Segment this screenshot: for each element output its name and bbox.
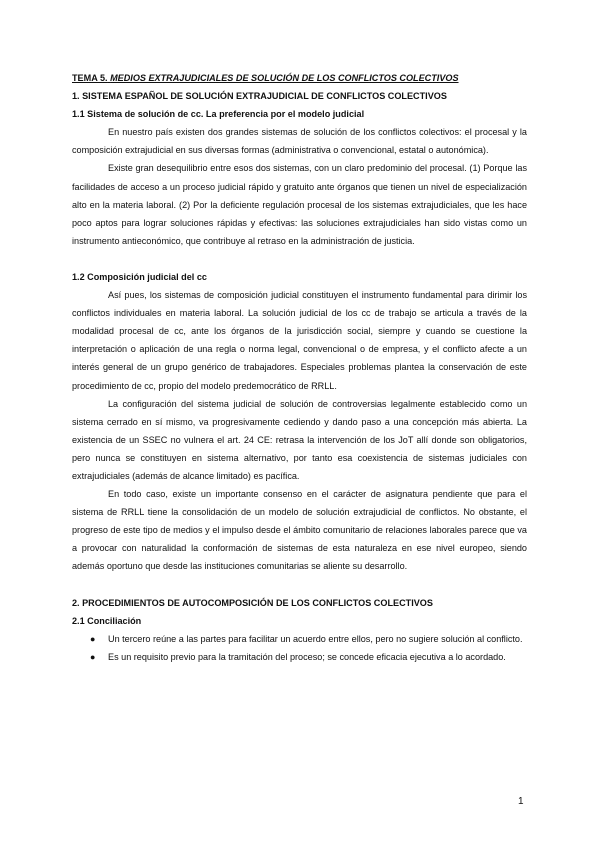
list-item-text: Un tercero reúne a las partes para facilitar un acuerdo entre ellos, pero no sugiere solución al conflicto. [108, 633, 523, 644]
section1-1-heading: 1.1 Sistema de solución de cc. La preferencia por el modelo judicial [72, 109, 365, 120]
document-title [72, 69, 527, 87]
bullet-icon: ● [90, 633, 96, 644]
paragraph: En nuestro país existen dos grandes sistemas de solución de los conflictos colectivos: el procesal y la composición extrajudicial en sus diversas formas (administrativa o convencional, estatal o autonómica). [72, 127, 527, 156]
paragraph: Existe gran desequilibrio entre esos dos sistemas, con un claro predominio del procesal. (1) Porque las facilidades de acceso a un proceso judicial rápido y gratuito ante órganos que tienen un nivel de especialización alto en la materia laboral. (2) Por la deficiente regulación procesal de los sistemas extrajudiciales, que les hace poco aptos para lograr soluciones rápidas y efectivas: las soluciones extrajudiciales han sido vistas como un instrumento antieconómico, que contribuye al retraso en la administración de justicia. [72, 163, 527, 246]
section1-2-heading: 1.2 Composición judicial del cc [72, 271, 207, 282]
bullet-list [72, 630, 527, 666]
list-item-text: Es un requisito previo para la tramitación del proceso; se concede eficacia ejecutiva a lo acordado. [108, 651, 506, 662]
spacer [72, 576, 527, 594]
paragraph: La configuración del sistema judicial de solución de controversias legalmente establecido como un sistema cerrado en sí mismo, va progresivamente cediendo y dando paso a una concepción más abierta. La existencia de un SSEC no vulnera el art. 24 CE: retrasa la intervención de los JoT allí donde son obligatorios, pero nunca se constituyen en sistema alternativo, por tanto esa coexistencia de sistemas judiciales con extrajudiciales (además de alcance limitado) es pacífica. [72, 398, 527, 481]
list-item [72, 648, 527, 666]
title-italic: MEDIOS EXTRAJUDICIALES DE SOLUCIÓN DE LOS CONFLICTOS COLECTIVOS [110, 73, 459, 83]
section2-1-heading: 2.1 Conciliación [72, 615, 142, 626]
page-number: 1 [518, 796, 524, 807]
spacer [72, 250, 527, 268]
list-item [72, 630, 527, 648]
paragraph: En todo caso, existe un importante consenso en el carácter de asignatura pendiente que para el sistema de RRLL tiene la consolidación de un modelo de solución extrajudicial de conflictos. No obstante, el progreso de este tipo de medios y el impulso desde el ámbito comunitario de relaciones laborales parece que va a provocar con naturalidad la conformación de sistemas de esta naturaleza en ese nivel europeo, siendo además oportuno que desde las instituciones comunitarias se aliente su desarrollo. [72, 489, 527, 572]
document-body [72, 69, 527, 666]
title-prefix: TEMA 5. [72, 73, 108, 83]
section2-heading: 2. PROCEDIMIENTOS DE AUTOCOMPOSICIÓN DE LOS CONFLICTOS COLECTIVOS [72, 597, 433, 608]
bullet-icon: ● [90, 651, 96, 662]
section1-heading: 1. SISTEMA ESPAÑOL DE SOLUCIÓN EXTRAJUDICIAL DE CONFLICTOS COLECTIVOS [72, 91, 447, 102]
paragraph: Así pues, los sistemas de composición judicial constituyen el instrumento fundamental para dirimir los conflictos individuales en materia laboral. La solución judicial de los cc de trabajo se articula a través de la modalidad procesal de cc, ante los órganos de la jurisdicción social, siempre y cuando se cuestione la interpretación o aplicación de una regla o norma legal, convencional o de empresa, y el conflicto afecte a un interés general de un grupo genérico de trabajadores. Especiales problemas plantea la conservación de este procedimiento de cc, propio del modelo predemocrático de RRLL. [72, 290, 527, 391]
